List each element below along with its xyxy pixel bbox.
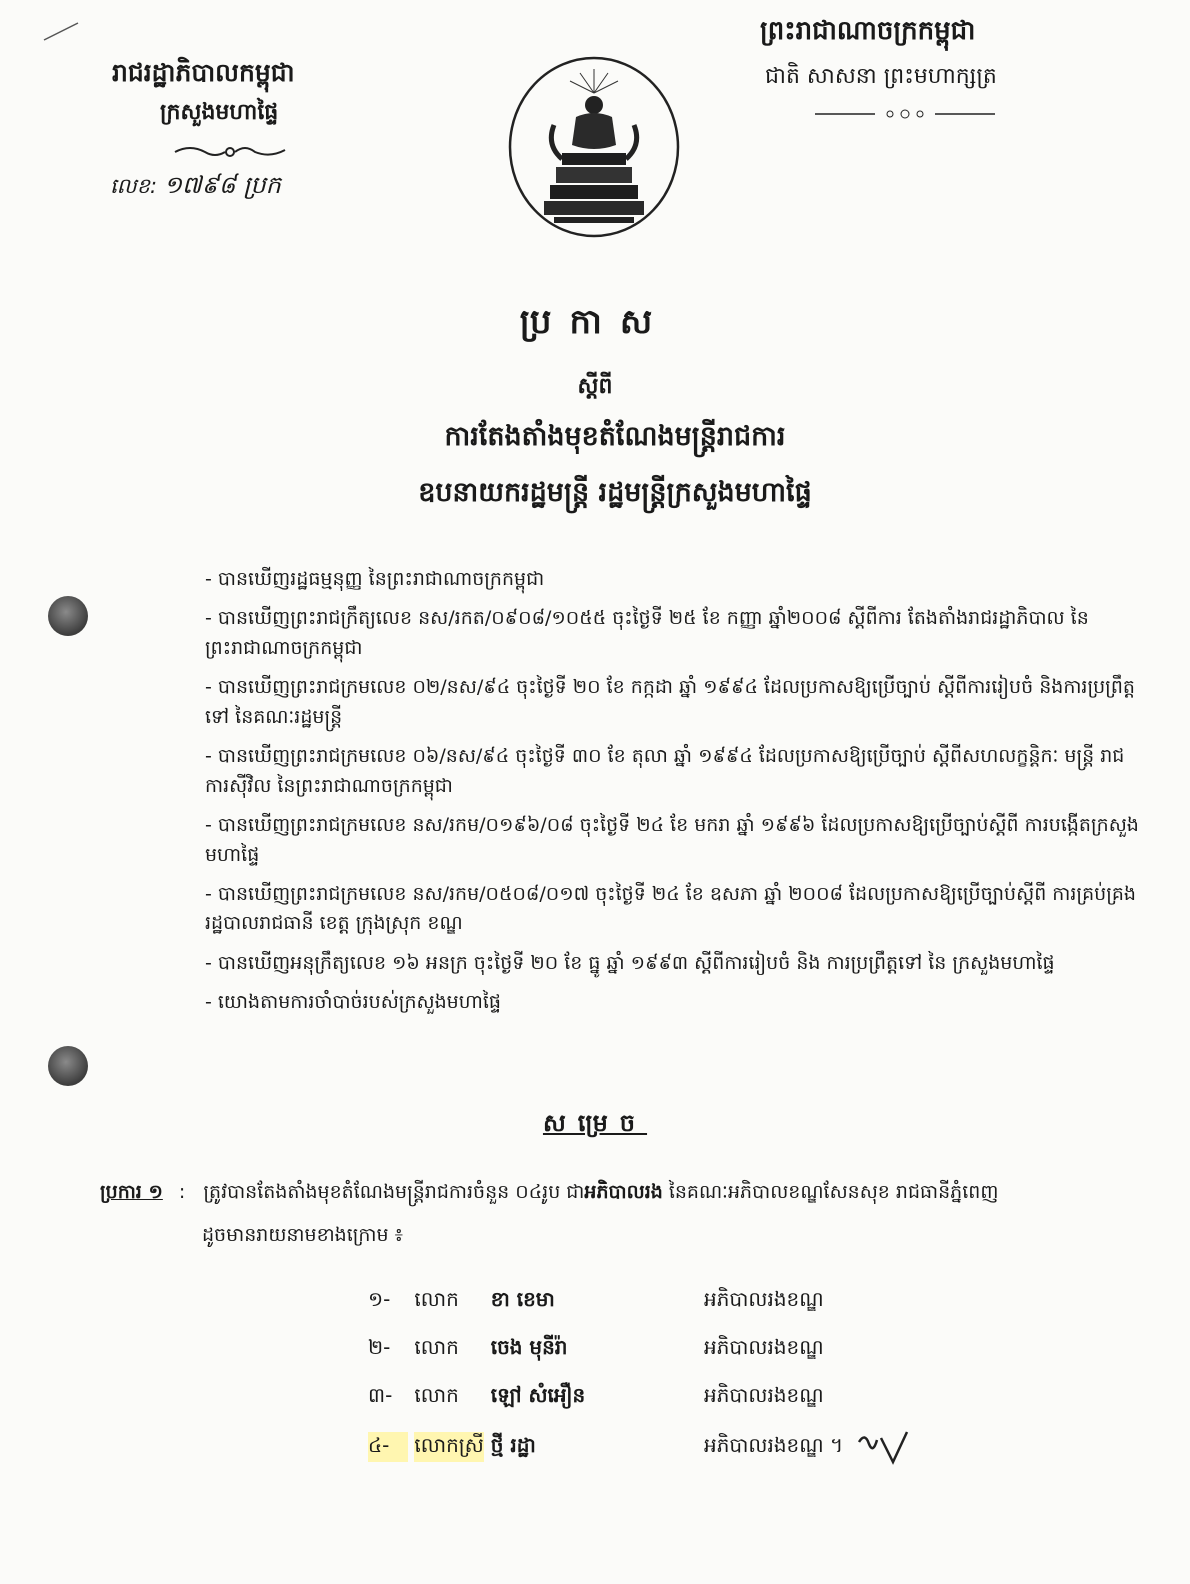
official-name: ឡៅ សំអឿន [490,1383,586,1407]
official-position: អភិបាលរងខណ្ឌ ។ [704,1433,844,1457]
title-about: ស្តីពី [577,374,613,399]
official-position: អភិបាលរងខណ្ឌ [704,1335,824,1359]
reference-number [110,170,281,205]
subject-line-2: ឧបនាយករដ្ឋមន្ត្រី រដ្ឋមន្ត្រីក្រសួងមហាផ្ទៃ [418,477,812,508]
official-number: ៣- [368,1383,393,1407]
ornament-divider [815,106,995,122]
list-item: - បានឃើញអនុក្រឹត្យលេខ ១៦ អនក្រ ចុះថ្ងៃទី ២០ ខែ ធ្នូ ឆ្នាំ ១៩៩៣ ស្តីពីការរៀបចំ និង ការប្រព្រឹត្តទៅ នៃ ក្រសួងមហាផ្ទៃ [205,951,1055,974]
article-text-after: នៃគណៈអភិបាលខណ្ឌសែនសុខ រាជធានីភ្នំពេញ [662,1181,999,1203]
list-item: - បានឃើញព្រះរាជក្រឹត្យលេខ នស/រកត/០៩០៨/១០៥៥ ចុះថ្ងៃទី ២៥ ខែ កញ្ញា ឆ្នាំ២០០៨ ស្តីពីការ តែងតាំងរាជរដ្ឋាភិបាល នៃព្រះរាជាណាចក្រកម្ពុជា [205,607,1089,659]
list-item: - បានឃើញព្រះរាជក្រមលេខ ០៦/នស/៩៤ ចុះថ្ងៃទី ៣០ ខែ តុលា ឆ្នាំ ១៩៩៤ ដែលប្រកាសឱ្យប្រើច្បាប់ ស្តីពីសហលក្ខន្តិកៈ មន្ត្រី រាជការស៊ីវិល នៃព្រះរាជាណាចក្រកម្ពុជា [205,745,1125,797]
article-text-line-2: ដូចមានរាយនាមខាងក្រោម ៖ [202,1224,403,1247]
national-motto: ជាតិ សាសនា ព្រះមហាក្សត្រ [765,64,997,89]
official-name: ខា ខេមា [490,1287,555,1311]
list-item: - យោងតាមការចាំបាច់របស់ក្រសួងមហាផ្ទៃ [205,991,501,1014]
decision-heading: សម្រេច [542,1109,648,1137]
list-item: - បានឃើញព្រះរាជក្រមលេខ នស/រកម/០៥០៨/០១៧ ចុះថ្ងៃទី ២៤ ខែ ឧសភា ឆ្នាំ ២០០៨ ដែលប្រកាសឱ្យប្រើច្បាប់ស្តីពី ការគ្រប់គ្រងរដ្ឋបាលរាជធានី ខេត្ត ក្រុងស្រុក ខណ្ឌ [205,882,1136,935]
ministry-name: ក្រសួងមហាផ្ទៃ [160,100,279,125]
article-colon: : [178,1181,186,1203]
document-title: ប្រកាស [519,302,671,342]
kingdom-name: ព្រះរាជាណាចក្រកម្ពុជា [760,16,976,46]
reference-value: ១៧៩៨ ប្រក [163,171,281,199]
government-name: រាជរដ្ឋាភិបាលកម្ពុជា [112,58,295,87]
ministry-seal-emblem [506,55,682,240]
handwritten-initials [855,1428,915,1468]
official-title: លោក [414,1287,459,1311]
official-row [368,1286,1068,1316]
hole-punch [48,596,88,636]
official-position: អភិបាលរងខណ្ឌ [704,1287,824,1311]
official-number: ៤- [368,1432,408,1462]
article-text-before: ត្រូវបានតែងតាំងមុខតំណែងមន្ត្រីរាជការចំនួន ០៤រូប ជា [203,1181,585,1203]
official-number: ២- [368,1335,391,1359]
reference-label: លេខ: [110,174,158,198]
hole-punch [48,1046,88,1086]
list-item: - បានឃើញរដ្ឋធម្មនុញ្ញ នៃព្រះរាជាណាចក្រកម្ពុជា [205,568,545,590]
official-row [368,1334,1068,1364]
official-name: ថ្មី រដ្ឋា [490,1433,536,1457]
official-position: អភិបាលរងខណ្ឌ [704,1383,824,1407]
official-row [368,1382,1068,1412]
article-text-bold: អភិបាលរង [584,1181,663,1203]
ornament-divider [170,140,290,162]
considerations-list [205,565,1140,1028]
subject-line-1: ការតែងតាំងមុខតំណែងមន្ត្រីរាជការ [444,421,786,452]
article-1 [100,1178,1140,1251]
official-title: លោក [414,1335,459,1359]
pencil-mark [42,20,82,42]
official-title: លោកស្រី [414,1432,484,1462]
official-name: ចេង មុនីរ៉ា [490,1335,568,1359]
official-row [368,1432,1068,1462]
list-item: - បានឃើញព្រះរាជក្រមលេខ នស/រកម/០១៩៦/០៨ ចុះថ្ងៃទី ២៤ ខែ មករា ឆ្នាំ ១៩៩៦ ដែលប្រកាសឱ្យប្រើច្បាប់ស្តីពី ការបង្កើតក្រសួងមហាផ្ទៃ [205,814,1139,866]
list-item: - បានឃើញព្រះរាជក្រមលេខ ០២/នស/៩៤ ចុះថ្ងៃទី ២០ ខែ កក្កដា ឆ្នាំ ១៩៩៤ ដែលប្រកាសឱ្យប្រើច្បាប់ ស្តីពីការរៀបចំ និងការប្រព្រឹត្តទៅ នៃគណៈរដ្ឋមន្ត្រី [205,676,1135,728]
article-label: ប្រការ ១ [100,1181,163,1203]
official-number: ១- [368,1287,391,1311]
official-title: លោក [414,1383,459,1407]
